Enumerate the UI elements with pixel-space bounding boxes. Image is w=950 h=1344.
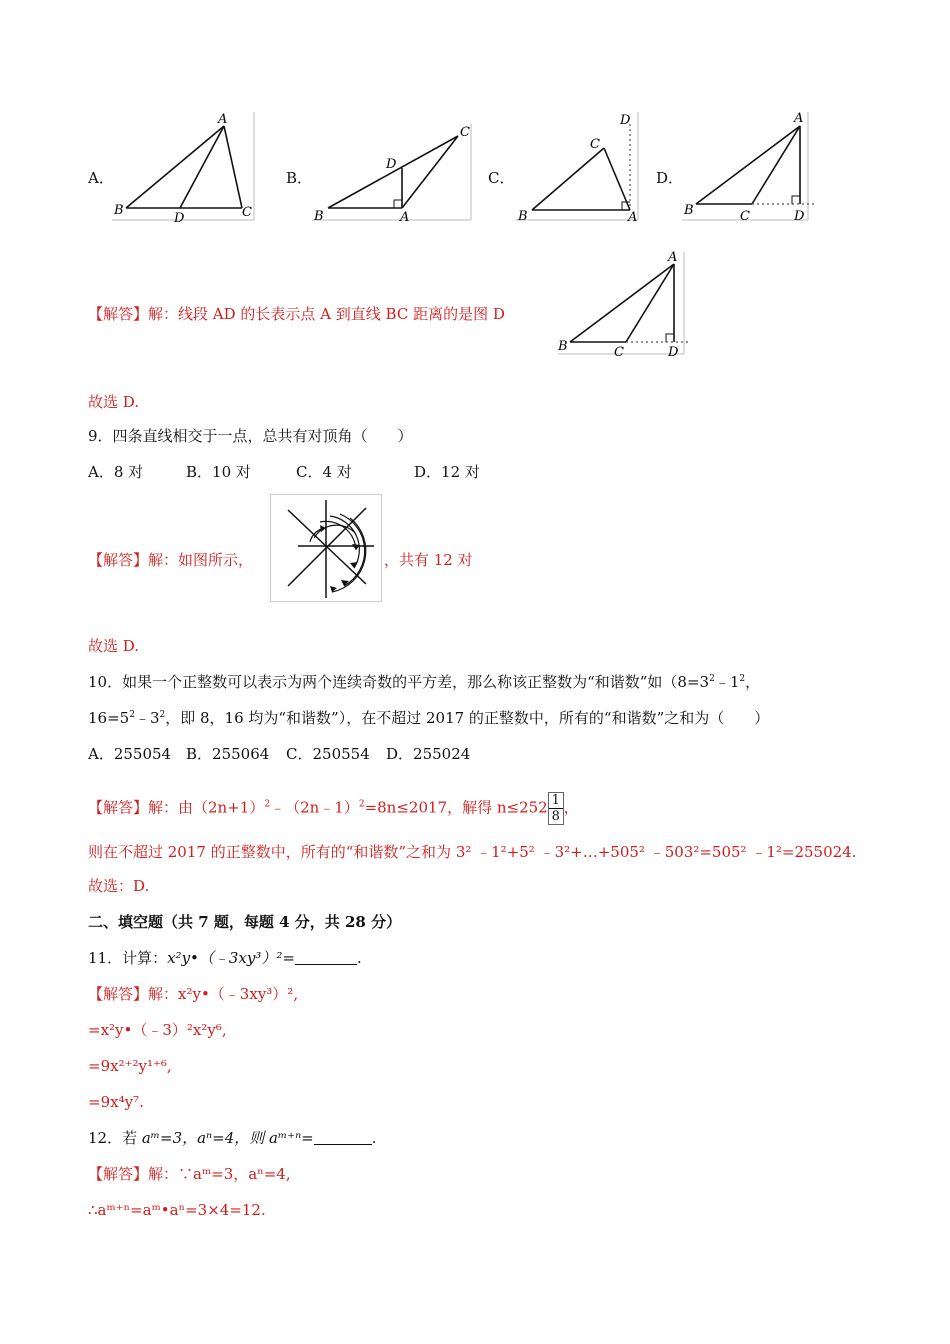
q10-option-b: B．255064 [186,745,270,763]
q12-step2: ∴aᵐ⁺ⁿ=aᵐ•aⁿ=3×4=12. [88,1201,266,1219]
q8-option-a-letter: A． [88,169,114,187]
label-a: A [218,112,228,127]
q8-option-d-letter: D． [656,169,684,187]
q10-options [88,744,470,764]
svg-text:C: C [740,209,750,223]
q11-step2: =x²y•（﹣3）²x²y⁶, [88,1021,227,1039]
svg-text:C: C [614,345,624,358]
q10-answer-line2: 则在不超过 2017 的正整数中，所有的“和谐数”之和为 3² ﹣1²+5² ﹣3²+…+505² ﹣503²=505² ﹣1²=255024. [88,843,857,861]
q8-option-c-letter: C． [488,169,515,187]
q11-question: 11．计算：x²y•（﹣3xy³）²= . [88,949,362,967]
svg-text:A: A [794,111,804,126]
q8-option-d-figure [678,108,818,223]
svg-text:D: D [794,209,805,223]
q8-answer-figure [556,248,690,358]
q10-question-line2: $16=5^2﹣3^2$，即 8，16 均为“和谐数”），在不超过 2017 的正整数中，所有的“和谐数”之和为（ ） [88,709,770,727]
svg-text:A: A [400,210,410,225]
answer-blank[interactable] [295,950,357,965]
q10-option-d: D．255024 [386,745,471,763]
fraction-one-eighth: $\frac{1}{8}$ [548,792,564,825]
answer-text: 解：线段 AD 的长表示点 A 到直线 BC 距离的是图 D [148,305,505,323]
svg-text:B: B [314,209,324,224]
q10-option-a: A．255054 [88,745,172,763]
label-b: B [114,203,124,218]
q8-option-b-letter: B． [286,169,313,187]
q8-answer [88,304,505,324]
q10-conclusion: 故选：D. [88,877,150,895]
svg-text:C: C [590,137,600,152]
q8-option-a-figure [108,108,258,223]
q11-step4: =9x⁴y⁷. [88,1093,144,1111]
q11-step3: =9x²⁺²y¹⁺⁶, [88,1057,172,1075]
q9-option-d: D．12 对 [414,463,480,481]
svg-text:A: A [668,250,678,265]
q9-lines-figure [270,494,382,602]
answer-label: 【解答】 [88,305,149,323]
svg-text:D: D [386,157,397,172]
answer-blank[interactable] [314,1130,372,1145]
q9-answer-post: ，共有 12 对 [384,551,473,569]
q11-answer: 【解答】解：x²y•（﹣3xy³）², [88,985,299,1003]
svg-text:A: A [628,210,638,223]
label-c: C [242,205,252,220]
svg-text:B: B [684,203,694,218]
svg-text:C: C [460,125,470,140]
svg-text:B: B [558,339,568,354]
q8-option-c-figure [512,108,642,223]
q9-option-c: C．4 对 [296,463,352,481]
q10-answer: 【解答】解：由$(2n+1)^2﹣(2n﹣1)^2=8n\le 2017$，解得 n≤252 $\frac{1}{8}$ ， [88,793,579,824]
q8-option-b-figure [308,120,476,225]
svg-text:D: D [668,345,679,358]
svg-text:B: B [518,209,528,223]
section2-title: 二、填空题（共 7 题，每题 4 分，共 28 分） [88,913,402,931]
q9-conclusion: 故选 D. [88,637,140,655]
label-d: D [174,211,185,223]
svg-text:D: D [620,113,631,128]
q10-question-line1: 10．如果一个正整数可以表示为两个连续奇数的平方差，那么称该正整数为“和谐数”如（$8=3^2﹣1^2$， [88,673,761,691]
q9-options [88,462,480,482]
q9-option-a: A．8 对 [88,463,144,481]
q10-option-c: C．250554 [286,745,370,763]
q9-option-b: B．10 对 [186,463,251,481]
q9-answer-pre: 【解答】解：如图所示， [88,551,254,569]
q9-question: 9．四条直线相交于一点，总共有对顶角（ ） [88,427,413,445]
q12-answer: 【解答】解：∵aᵐ=3，aⁿ=4, [88,1165,291,1183]
q8-conclusion: 故选 D. [88,393,140,411]
q12-question: 12．若 aᵐ=3，aⁿ=4，则 aᵐ⁺ⁿ= . [88,1129,377,1147]
